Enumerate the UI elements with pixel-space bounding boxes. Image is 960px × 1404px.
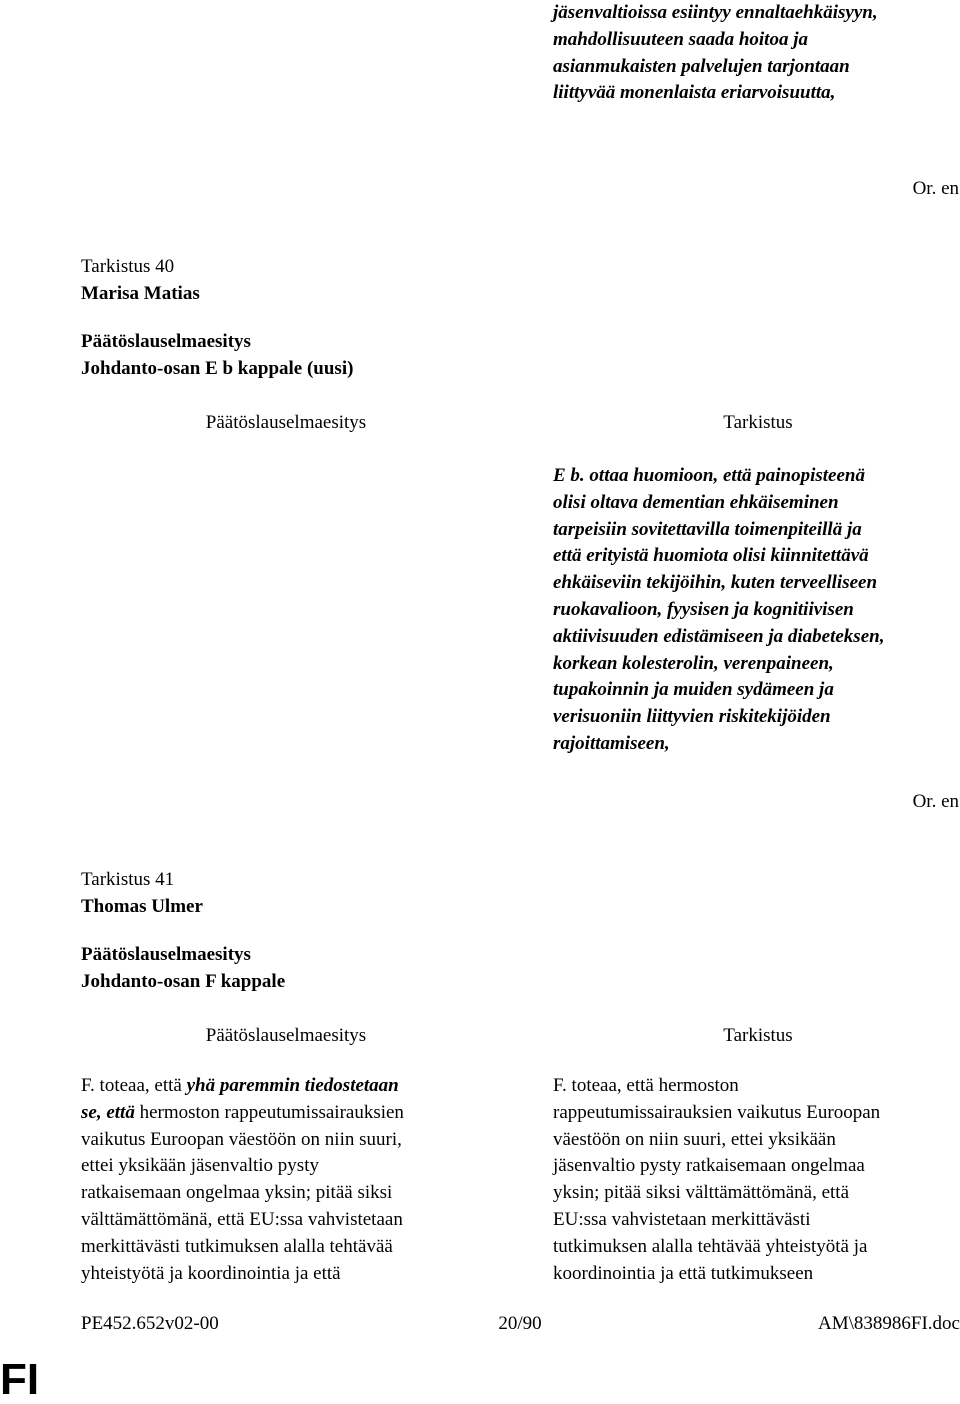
- amendment-40-column-heading-proposal: Päätöslauselmaesitys: [205, 412, 367, 433]
- text-line: väestöön on niin suuri, ettei yksikään: [553, 1128, 836, 1150]
- text-segment: vaikutus Euroopan väestöön on niin suuri,: [81, 1128, 402, 1150]
- amendment-40-column-heading-amendment: Tarkistus: [723, 412, 793, 433]
- text-segment: yhteistyötä ja koordinointia ja että: [81, 1262, 341, 1284]
- text-line: ehkäiseviin tekijöihin, kuten terveelliseen: [553, 572, 878, 594]
- text-line: asianmukaisten palvelujen tarjontaan: [553, 55, 850, 77]
- text-line: [81, 1100, 491, 1127]
- language-code: FI: [0, 1355, 40, 1404]
- text-line: EU:ssa vahvistetaan merkittävästi: [553, 1208, 811, 1230]
- highlighted-text: se, että: [81, 1101, 135, 1123]
- amendment-40-title: Tarkistus 40: [81, 256, 175, 277]
- text-line: tutkimuksen alalla tehtävää yhteistyötä ja: [553, 1235, 868, 1257]
- text-line: F. toteaa, että hermoston: [553, 1075, 739, 1096]
- amendment-41-author: Thomas Ulmer: [81, 896, 203, 917]
- text-segment: ettei yksikään jäsenvaltio pysty: [81, 1155, 319, 1177]
- text-line: [81, 1127, 491, 1154]
- text-segment: välttämättömänä, että EU:ssa vahvistetaan: [81, 1208, 403, 1230]
- text-line: yksin; pitää siksi välttämättömänä, että: [553, 1182, 850, 1204]
- text-line: rappeutumissairauksien vaikutus Euroopan: [553, 1101, 881, 1123]
- original-language-note: Or. en: [912, 791, 959, 812]
- text-segment: merkittävästi tutkimuksen alalla tehtävää: [81, 1235, 393, 1257]
- footer-file-name: AM\838986FI.doc: [818, 1313, 960, 1334]
- text-line: [81, 1180, 491, 1207]
- text-line: jäsenvaltioissa esiintyy ennaltaehkäisyyn,: [553, 2, 878, 23]
- text-line: tarpeisiin sovitettavilla toimenpiteillä ja: [553, 518, 862, 540]
- amendment-40-author: Marisa Matias: [81, 283, 200, 304]
- text-segment: hermoston rappeutumissairauksien: [134, 1101, 404, 1123]
- text-line: verisuoniin liittyvien riskitekijöiden: [553, 706, 831, 728]
- text-line: E b. ottaa huomioon, että painopisteenä: [553, 465, 865, 486]
- text-line: [81, 1207, 491, 1234]
- text-line: aktiivisuuden edistämiseen ja diabeteksen,: [553, 625, 885, 647]
- text-line: liittyvää monenlaista eriarvoisuutta,: [553, 82, 836, 104]
- text-line: [81, 1153, 491, 1180]
- amendment-40-doc-type: Päätöslauselmaesitys: [81, 331, 251, 352]
- amendment-41-reference: Johdanto-osan F kappale: [81, 971, 286, 992]
- text-line: olisi oltava dementian ehkäiseminen: [553, 491, 839, 513]
- text-line: [81, 1261, 491, 1288]
- text-line: tupakoinnin ja muiden sydämeen ja: [553, 679, 834, 701]
- footer-page-number: 20/90: [498, 1313, 542, 1334]
- amendment-40-amended-text: [553, 463, 960, 758]
- text-line: koordinointia ja että tutkimukseen: [553, 1262, 814, 1284]
- amendment-41-column-heading-amendment: Tarkistus: [723, 1025, 793, 1046]
- amendment-41-title: Tarkistus 41: [81, 869, 175, 890]
- text-line: rajoittamiseen,: [553, 732, 670, 754]
- text-segment: ratkaisemaan ongelmaa yksin; pitää siksi: [81, 1182, 393, 1204]
- highlighted-text: yhä paremmin tiedostetaan: [186, 1075, 399, 1096]
- text-segment: F. toteaa, että: [81, 1075, 187, 1096]
- continuation-amended-text: [553, 0, 960, 107]
- text-line: ruokavalioon, fyysisen ja kognitiivisen: [553, 598, 854, 620]
- footer-document-reference: PE452.652v02-00: [81, 1313, 219, 1334]
- text-line: jäsenvaltio pysty ratkaisemaan ongelmaa: [553, 1155, 865, 1177]
- amendment-41-proposal-text: [81, 1073, 491, 1287]
- amendment-40-reference: Johdanto-osan E b kappale (uusi): [81, 358, 354, 379]
- amendment-41-amended-text: [553, 1073, 960, 1287]
- text-line: [81, 1234, 491, 1261]
- text-line: [81, 1073, 491, 1100]
- text-line: mahdollisuuteen saada hoitoa ja: [553, 28, 808, 50]
- original-language-note: Or. en: [912, 178, 959, 199]
- amendment-41-doc-type: Päätöslauselmaesitys: [81, 944, 251, 965]
- text-line: että erityistä huomiota olisi kiinnitettävä: [553, 545, 869, 567]
- amendment-41-column-heading-proposal: Päätöslauselmaesitys: [205, 1025, 367, 1046]
- text-line: korkean kolesterolin, verenpaineen,: [553, 652, 834, 674]
